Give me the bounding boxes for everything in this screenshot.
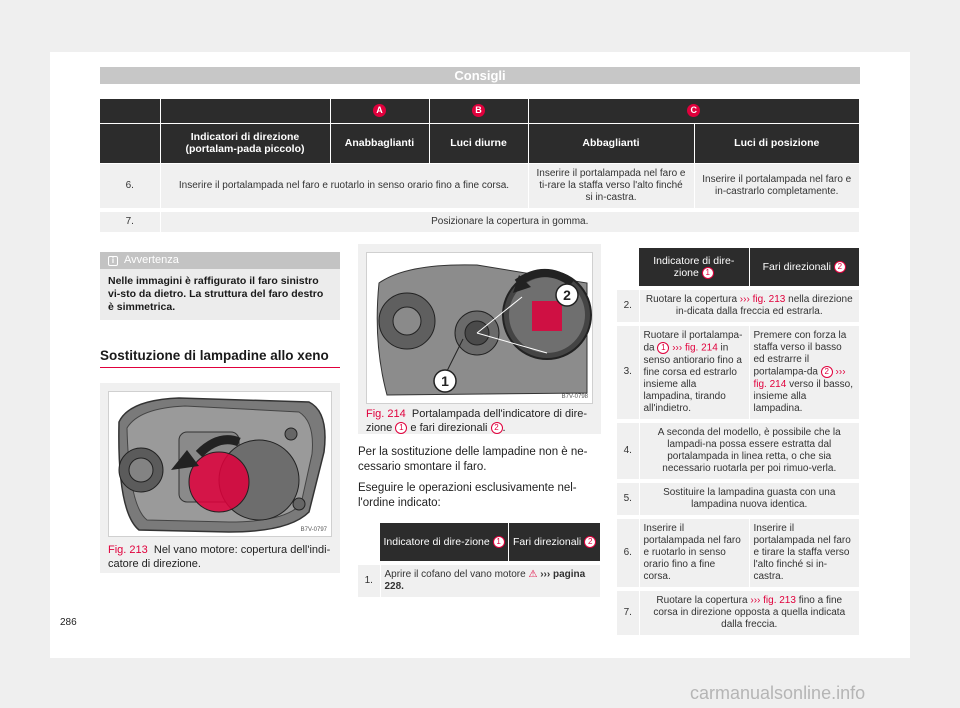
figure-reference-link[interactable]: ››› fig. 213: [739, 294, 786, 305]
table-cell: A seconda del modello, è possibile che la lampadi-na possa essere estratta dal portalampada in linea retta, o che sia necessario ruotarla per poi rimuo-verla.: [639, 421, 860, 481]
warning-triangle-icon: ⚠: [528, 569, 538, 580]
watermark: carmanualsonline.info: [690, 683, 866, 703]
callout-1: 1: [493, 536, 505, 548]
callout-2: 2: [491, 422, 503, 434]
marker-1: 1: [441, 373, 449, 389]
col-indicatore: Indicatore di dire-zione 1: [380, 523, 509, 563]
table-cell: Aprire il cofano del vano motore ⚠ ››› pagina 228.: [380, 563, 601, 597]
figure-214: [358, 244, 601, 434]
figure-213: [100, 383, 340, 573]
bulb-procedure-table-mid: [358, 523, 601, 597]
table-cell: Ruotare il portalampa-da 1 ››› fig. 214 in senso antiorario fino a fine corsa ed estrarlo insieme alla lampadina, tirando all'indietro.: [639, 324, 749, 421]
warning-body: Nelle immagini è raffigurato il faro sinistro vi-sto da dietro. La struttura del faro destro è simmetrica.: [108, 275, 324, 313]
column-letter-b: B: [429, 99, 528, 123]
section-title: Sostituzione di lampadine allo xeno: [100, 348, 340, 368]
figure-reference-link[interactable]: ››› fig. 213: [750, 594, 796, 606]
table-cell: Inserire il portalampada nel faro e in-castrarlo completamente.: [694, 163, 860, 210]
row-number: 2.: [617, 288, 639, 324]
figure-caption: Fig. 213 Nel vano motore: copertura dell'indi-catore di direzione.: [108, 544, 331, 570]
col-anabbaglianti: Anabbaglianti: [330, 123, 429, 163]
warning-box: [100, 252, 340, 320]
table-cell: Ruotare la copertura ››› fig. 213 fino a fine corsa in direzione opposta a quella indicata dalla freccia.: [639, 589, 860, 635]
column-letter-a: A: [330, 99, 429, 123]
callout-1: 1: [657, 342, 669, 354]
col-indicatori: Indicatori di direzione (portalam-pada piccolo): [160, 123, 330, 163]
table-cell: Inserire il portalampada nel faro e ruotarlo in senso orario fino a fine corsa.: [160, 163, 528, 210]
row-number: 3.: [617, 324, 639, 421]
info-icon: i: [108, 256, 118, 266]
table-cell: Inserire il portalampada nel faro e ruotarlo in senso orario fino a fine corsa.: [639, 517, 749, 589]
callout-2: 2: [584, 536, 596, 548]
table-cell: Sostituire la lampadina guasta con una lampadina nuova identica.: [639, 481, 860, 517]
col-indicatore: Indicatore di dire-zione 1: [639, 248, 749, 288]
col-fari-direzionali: Fari direzionali 2: [509, 523, 601, 563]
callout-1: 1: [702, 267, 714, 279]
figure-code: B7V-0797: [300, 527, 327, 533]
table-cell: Premere con forza la staffa verso il basso ed estrarre il portalampa-da 2 ››› fig. 214 verso il basso, insieme alla lampadina.: [749, 324, 860, 421]
figure-code: B7V-0798: [561, 394, 588, 400]
row-number: 4.: [617, 421, 639, 481]
callout-1: 1: [395, 422, 407, 434]
headlight-cover-illustration: [108, 391, 332, 537]
col-luci-diurne: Luci diurne: [429, 123, 528, 163]
figure-reference-link[interactable]: ››› fig. 214: [672, 342, 718, 354]
warning-header: i Avvertenza: [100, 252, 340, 269]
row-number: 7.: [100, 210, 160, 234]
col-luci-posizione: Luci di posizione: [694, 123, 860, 163]
page-reference-link[interactable]: ››› pagina 228.: [384, 569, 586, 592]
table-cell: Ruotare la copertura ››› fig. 213 nella direzione in-dicata dalla freccia ed estrarla.: [639, 288, 860, 324]
section-header: Consigli: [100, 67, 860, 84]
row-number: 6.: [100, 163, 160, 210]
bulb-procedure-table-right: [617, 248, 860, 635]
row-number: 1.: [358, 563, 380, 597]
col-abbaglianti: Abbaglianti: [528, 123, 694, 163]
figure-caption: Fig. 214 Portalampada dell'indicatore di dire-zione 1 e fari direzionali 2 .: [366, 408, 588, 434]
figure-reference-link[interactable]: ››› fig. 214: [753, 366, 846, 390]
callout-2: 2: [821, 366, 833, 378]
row-number: 5.: [617, 481, 639, 517]
col-fari-direzionali: Fari direzionali 2: [749, 248, 860, 288]
bulb-procedure-table-top: [100, 99, 860, 236]
table-cell: Posizionare la copertura in gomma.: [160, 210, 860, 234]
column-letter-c: C: [528, 99, 860, 123]
row-number: 7.: [617, 589, 639, 635]
marker-2: 2: [563, 287, 571, 303]
callout-2: 2: [834, 261, 846, 273]
bulb-holder-illustration: [366, 252, 593, 404]
body-text: Per la sostituzione delle lampadine non è ne-cessario smontare il faro. Eseguire le operazioni esclusivamente nel-l'ordine indicato:: [358, 446, 588, 509]
page-number: 286: [60, 617, 77, 628]
row-number: 6.: [617, 517, 639, 589]
table-cell: Inserire il portalampada nel faro e ti-rare la staffa verso l'alto finché si in-castra.: [528, 163, 694, 210]
table-cell: Inserire il portalampada nel faro e tirare la staffa verso l'alto finché si in-castra.: [749, 517, 860, 589]
